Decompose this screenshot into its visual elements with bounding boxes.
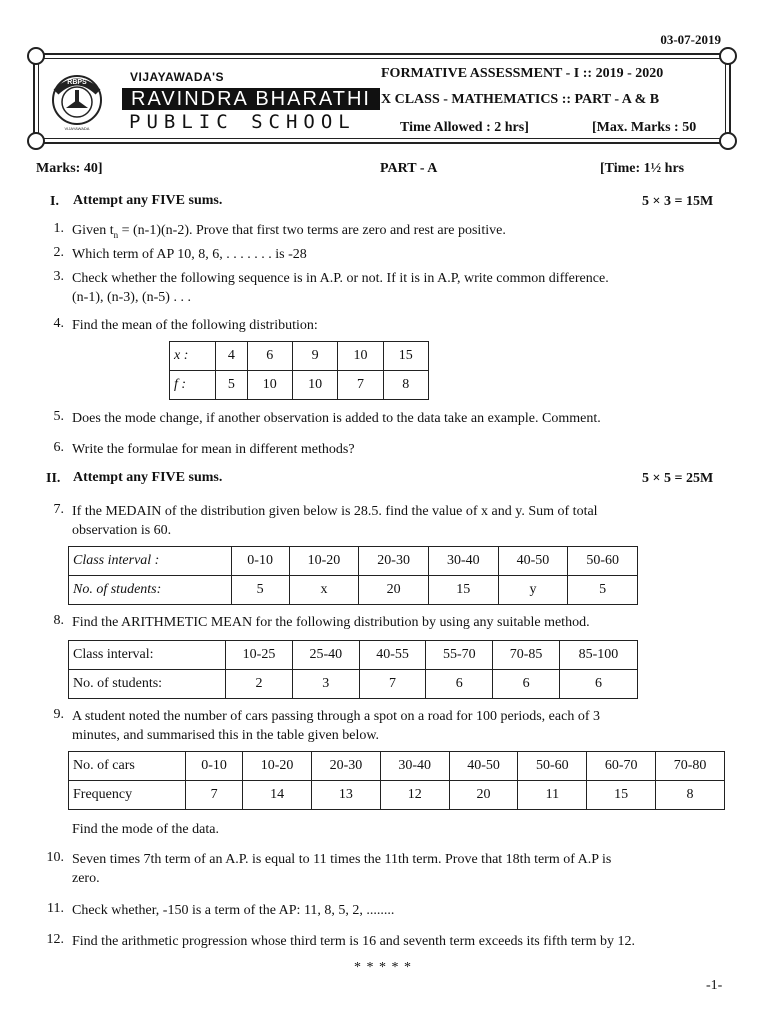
part-title: PART - A [380,161,438,176]
table-cell: 20-30 [312,752,381,781]
frame-corner-ornament [719,47,737,65]
table-row-header: No. of cars [69,752,186,781]
question-number: 3. [53,269,64,284]
table-cell: 20 [449,781,518,810]
end-stars: * * * * * [354,960,412,975]
question-number: 4. [53,316,64,331]
table-cell: 13 [312,781,381,810]
table-cell: 20 [359,576,429,605]
question-10-cont: zero. [72,871,100,886]
page-number: -1- [706,978,723,993]
table-cell: 14 [243,781,312,810]
table-cell: 10 [338,342,383,371]
question-9-instruction: Find the mode of the data. [72,822,219,837]
table-cell: 5 [216,371,248,400]
logo-text: RBPS [67,79,87,86]
table-cell: 30-40 [428,547,498,576]
table-row-header: No. of students: [69,670,226,699]
table-cell: 8 [383,371,428,400]
frame-corner-ornament [27,47,45,65]
table-cell: 40-50 [449,752,518,781]
table-cell: 7 [359,670,426,699]
table-cell: 15 [428,576,498,605]
question-number: 12. [46,932,64,947]
class-subject: X CLASS - MATHEMATICS :: PART - A & B [381,92,660,107]
table-cell: 8 [656,781,725,810]
table-cell: 55-70 [426,641,493,670]
question-3: Check whether the following sequence is in A.P. or not. If it is in A.P, write common difference. [72,271,609,286]
table-cell: 15 [587,781,656,810]
table-cell: 40-55 [359,641,426,670]
section-number: I. [50,194,59,209]
distribution-table-q9 [68,751,725,810]
max-marks: [Max. Marks : 50 [592,120,697,135]
table-cell: 5 [568,576,638,605]
question-number: 9. [53,707,64,722]
part-marks: Marks: 40] [36,161,103,176]
table-cell: x [289,576,359,605]
question-11: Check whether, -150 is a term of the AP: 11, 8, 5, 2, ........ [72,903,395,918]
question-9: A student noted the number of cars passing through a spot on a road for 100 periods, each of 3 [72,709,600,724]
table-cell: 50-60 [568,547,638,576]
table-row-header: f : [170,371,216,400]
frame-corner-ornament [27,132,45,150]
table-row [69,576,638,605]
table-cell: 25-40 [292,641,359,670]
section-marks: 5 × 5 = 25M [642,471,714,486]
table-row-header: x : [170,342,216,371]
question-9-cont: minutes, and summarised this in the table given below. [72,728,380,743]
question-8: Find the ARITHMETIC MEAN for the following distribution by using any suitable method. [72,615,590,630]
question-2: Which term of AP 10, 8, 6, . . . . . . . is -28 [72,247,307,262]
distribution-table-q4 [169,341,429,400]
section-title: Attempt any FIVE sums. [73,470,223,485]
table-cell: 0-10 [231,547,289,576]
table-cell: 4 [216,342,248,371]
table-cell: 7 [185,781,242,810]
table-cell: 10-25 [226,641,293,670]
table-cell: 70-85 [493,641,560,670]
question-12: Find the arithmetic progression whose third term is 16 and seventh term exceeds its fifth term by 12. [72,934,635,949]
distribution-table-q7 [68,546,638,605]
table-cell: 11 [518,781,587,810]
table-cell: 40-50 [498,547,568,576]
question-1 [72,221,732,245]
table-row [69,781,725,810]
exam-date: 03-07-2019 [660,32,721,47]
table-row [69,752,725,781]
school-city: VIJAYAWADA'S [130,70,225,84]
table-row [170,342,429,371]
question-3-sequence: (n-1), (n-3), (n-5) . . . [72,290,191,305]
section-marks: 5 × 3 = 15M [642,194,714,209]
table-row-header: Class interval : [69,547,232,576]
table-cell: 10 [247,371,292,400]
table-cell: 10 [292,371,337,400]
logo-caption: VIJAYAWADA [64,126,90,131]
assessment-title: FORMATIVE ASSESSMENT - I :: 2019 - 2020 [381,66,664,81]
table-row-header: Frequency [69,781,186,810]
table-cell: 7 [338,371,383,400]
table-cell: 9 [292,342,337,371]
table-row [170,371,429,400]
table-row-header: Class interval: [69,641,226,670]
table-cell: 0-10 [185,752,242,781]
table-cell: 5 [231,576,289,605]
question-4: Find the mean of the following distribution: [72,318,318,333]
part-time: [Time: 1½ hrs [600,161,685,176]
distribution-table-q8 [68,640,638,699]
question-10: Seven times 7th term of an A.P. is equal to 11 times the 11th term. Prove that 18th term of A.P is [72,852,612,867]
question-number: 10. [46,850,64,865]
table-cell: 30-40 [380,752,449,781]
table-row [69,547,638,576]
question-text: = (n-1)(n-2). Prove that first two terms are zero and rest are positive. [118,223,506,238]
school-subtitle: PUBLIC SCHOOL [129,111,356,133]
section-title: Attempt any FIVE sums. [73,193,223,208]
table-cell: 2 [226,670,293,699]
table-cell: 6 [493,670,560,699]
table-cell: 10-20 [243,752,312,781]
table-cell: 12 [380,781,449,810]
table-row-header: No. of students: [69,576,232,605]
question-number: 6. [53,440,64,455]
frame-corner-ornament [719,132,737,150]
table-cell: 85-100 [559,641,637,670]
question-7-cont: observation is 60. [72,523,172,538]
table-cell: 6 [247,342,292,371]
question-5: Does the mode change, if another observation is added to the data take an example. Comment. [72,411,601,426]
question-text: Given t [72,223,114,238]
question-number: 2. [53,245,64,260]
table-cell: 6 [426,670,493,699]
question-number: 11. [47,901,64,916]
table-cell: 20-30 [359,547,429,576]
table-row [69,641,638,670]
table-row [69,670,638,699]
table-cell: 15 [383,342,428,371]
question-7: If the MEDAIN of the distribution given below is 28.5. find the value of x and y. Sum of total [72,504,598,519]
question-number: 7. [53,502,64,517]
school-logo [48,70,106,132]
school-name: RAVINDRA BHARATHI [122,88,380,110]
question-number: 5. [53,409,64,424]
table-cell: 3 [292,670,359,699]
section-number: II. [46,471,61,486]
table-cell: 10-20 [289,547,359,576]
table-cell: 50-60 [518,752,587,781]
question-6: Write the formulae for mean in different methods? [72,442,355,457]
question-number: 8. [53,613,64,628]
subscript: n [113,229,119,240]
time-allowed: Time Allowed : 2 hrs] [400,120,529,135]
table-cell: 60-70 [587,752,656,781]
question-number: 1. [53,221,64,236]
table-cell: 6 [559,670,637,699]
table-cell: 70-80 [656,752,725,781]
table-cell: y [498,576,568,605]
